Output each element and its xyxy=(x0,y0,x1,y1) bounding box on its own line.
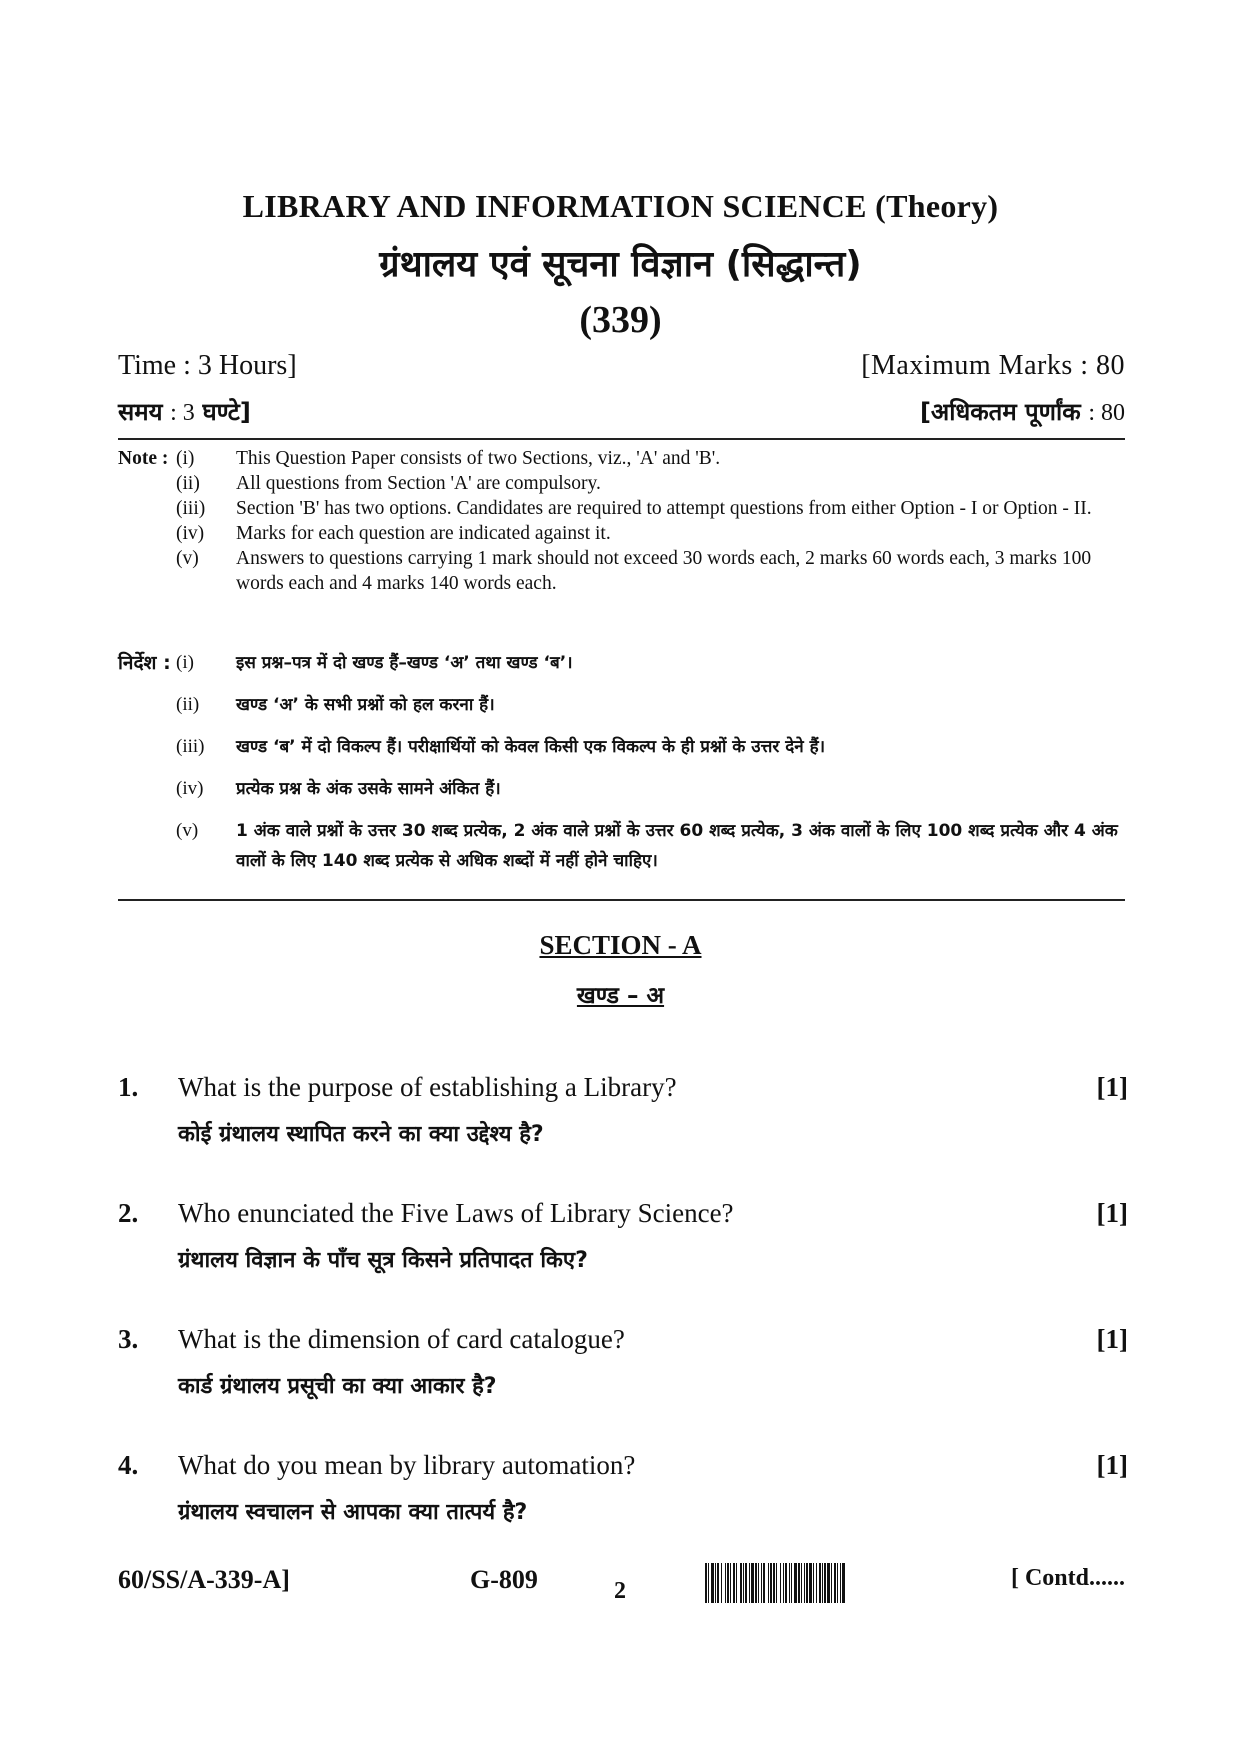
question-marks: [1] xyxy=(1096,1198,1128,1228)
note-row xyxy=(118,690,1128,720)
notes-hindi xyxy=(118,648,1128,888)
note-number: (ii) xyxy=(176,694,200,715)
time-english: Time : 3 Hours] xyxy=(118,350,297,381)
barcode-image xyxy=(705,1563,958,1603)
note-text-hindi: खण्ड ‘ब’ में दो विकल्प हैं। परीक्षार्थियों को केवल किसी एक विकल्प के ही प्रश्नों के उत्तर देने हैं। xyxy=(236,737,826,757)
note-number: (iii) xyxy=(176,498,206,519)
note-row xyxy=(118,648,1128,678)
paper-code: (339) xyxy=(579,299,662,341)
question-text-hindi: ग्रंथालय विज्ञान के पाँच सूत्र किसने प्रतिपादत किए? xyxy=(178,1248,588,1273)
note-row xyxy=(118,471,1128,496)
question-text-hindi: कोई ग्रंथालय स्थापित करने का क्या उद्देश्य है? xyxy=(178,1122,544,1147)
time-hindi-label: समय xyxy=(118,398,163,426)
note-text-hindi: 1 अंक वाले प्रश्नों के उत्तर 30 शब्द प्रत्येक, 2 अंक वाले प्रश्नों के उत्तर 60 शब्द प्रत्येक, 3 अंक वालों के लिए 100 शब्द प्रत्येक और 4 अंक वालों के लिए 140 शब्द प्रत्येक से अधिक शब्दों में नहीं होने चाहिए। xyxy=(236,821,1118,871)
note-text-hindi: इस प्रश्न–पत्र में दो खण्ड हैं–खण्ड ‘अ’ तथा खण्ड ‘ब’। xyxy=(236,653,573,673)
note-number: (ii) xyxy=(176,473,200,494)
note-text-hindi: खण्ड ‘अ’ के सभी प्रश्नों को हल करना हैं। xyxy=(236,695,495,715)
note-number: (i) xyxy=(176,652,194,673)
time-hindi xyxy=(118,395,251,428)
header-divider xyxy=(118,438,1125,440)
question-text-english: What is the purpose of establishing a Library? xyxy=(178,1072,677,1102)
note-text-hindi: प्रत्येक प्रश्न के अंक उसके सामने अंकित हैं। xyxy=(236,779,501,799)
note-row xyxy=(118,732,1128,762)
question-number: 2. xyxy=(118,1198,139,1228)
note-text: All questions from Section 'A' are compulsory. xyxy=(236,473,601,494)
note-number: (v) xyxy=(176,820,199,841)
question-text-hindi: कार्ड ग्रंथालय प्रसूची का क्या आकार है? xyxy=(178,1374,497,1399)
question-text-english: Who enunciated the Five Laws of Library Science? xyxy=(178,1198,734,1228)
note-row xyxy=(118,546,1128,596)
note-number: (iv) xyxy=(176,523,205,544)
footer-continued: [ Contd...... xyxy=(1010,1565,1125,1591)
max-marks-hindi xyxy=(920,395,1125,428)
note-row xyxy=(118,521,1128,546)
question-number: 3. xyxy=(118,1324,139,1354)
note-number: (iii) xyxy=(176,736,205,757)
question-marks: [1] xyxy=(1096,1324,1128,1354)
note-text: This Question Paper consists of two Sections, viz., 'A' and 'B'. xyxy=(236,448,721,469)
paper-title-english: LIBRARY AND INFORMATION SCIENCE (Theory) xyxy=(242,188,999,224)
max-marks-hindi-label: [अधिकतम पूर्णांक xyxy=(919,398,1081,426)
note-text: Section 'B' has two options. Candidates are required to attempt questions from either Option - I or Option - II. xyxy=(236,498,1092,519)
note-label: Note : xyxy=(118,448,169,469)
footer-paper-code: 60/SS/A-339-A] xyxy=(118,1565,290,1594)
section-title-hindi: खण्ड – अ xyxy=(576,983,665,1009)
question-text-english: What do you mean by library automation? xyxy=(178,1450,636,1480)
note-number: (v) xyxy=(176,548,199,569)
question-text-hindi: ग्रंथालय स्वचालन से आपका क्या तात्पर्य है? xyxy=(178,1500,528,1525)
notes-divider xyxy=(118,899,1125,901)
note-text: Marks for each question are indicated against it. xyxy=(236,523,611,544)
note-label-hindi: निर्देश : xyxy=(118,652,171,674)
question-text-english: What is the dimension of card catalogue? xyxy=(178,1324,625,1354)
note-number: (i) xyxy=(176,448,195,469)
question-marks: [1] xyxy=(1096,1450,1128,1480)
question-number: 1. xyxy=(118,1072,139,1102)
paper-title-hindi: ग्रंथालय एवं सूचना विज्ञान (सिद्धान्त) xyxy=(379,244,862,285)
time-hindi-value: : 3 xyxy=(170,400,195,426)
notes-english xyxy=(118,446,1128,596)
question-marks: [1] xyxy=(1096,1072,1128,1102)
max-marks-hindi-value: : 80 xyxy=(1088,400,1125,426)
note-row xyxy=(118,496,1128,521)
time-hindi-unit: घण्टे] xyxy=(202,398,251,426)
question-number: 4. xyxy=(118,1450,139,1480)
section-title-english: SECTION - A xyxy=(539,930,702,960)
note-row xyxy=(118,774,1128,804)
max-marks-english: [Maximum Marks : 80 xyxy=(861,350,1125,381)
note-text: Answers to questions carrying 1 mark should not exceed 30 words each, 2 marks 60 words each, 3 marks 100 words each and 4 marks 140 words each. xyxy=(236,548,1092,594)
footer-page-number: 2 xyxy=(614,1578,626,1604)
note-row xyxy=(118,816,1128,876)
footer-set-code: G-809 xyxy=(470,1565,538,1594)
note-row xyxy=(118,446,1128,471)
note-number: (iv) xyxy=(176,778,204,799)
